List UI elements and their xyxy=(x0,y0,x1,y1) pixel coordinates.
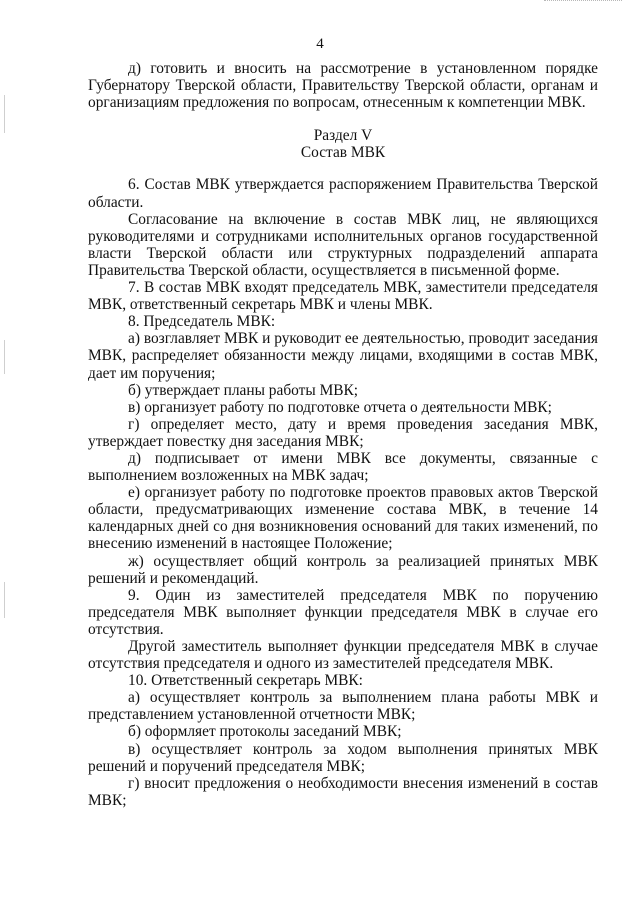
paragraph-6-approval: Согласование на включение в состав МВК лиц, не являющихся руководителями и сотрудниками исполнительных органов государственной власти Тверской области или структурных подразделений аппарата Правительства Тверской области, осуществляется в письменной форме. xyxy=(88,210,598,279)
paragraph-10-v: в) осуществляет контроль за ходом выполнения принятых МВК решений и поручений председателя МВК; xyxy=(88,740,598,775)
paragraph-d-prepare-proposals: д) готовить и вносить на рассмотрение в установленном порядке Губернатору Тверской области, Правительству Тверской области, органам и организациям предложения по вопросам, отнесенным к компетенции МВК. xyxy=(88,60,598,112)
paragraph-10: 10. Ответственный секретарь МВК: xyxy=(128,672,363,690)
page-number: 4 xyxy=(316,36,324,52)
scan-edge-mark xyxy=(544,0,622,3)
paragraph-8-v: в) организует работу по подготовке отчета о деятельности МВК; xyxy=(128,398,552,416)
paragraph-8-b: б) утверждает планы работы МВК; xyxy=(128,381,359,399)
paragraph-7: 7. В состав МВК входят председатель МВК, заместители председателя МВК, ответственный секретарь МВК и члены МВК. xyxy=(88,279,598,314)
binding-mark-top xyxy=(4,95,5,133)
paragraph-8-g: г) определяет место, дату и время проведения заседания МВК, утверждает повестку дня заседания МВК; xyxy=(88,415,598,450)
paragraph-8-zh: ж) осуществляет общий контроль за реализацией принятых МВК решений и рекомендаций. xyxy=(88,552,598,587)
paragraph-10-b: б) оформляет протоколы заседаний МВК; xyxy=(128,723,402,741)
section-subtitle: Состав МВК xyxy=(300,144,386,162)
paragraph-10-g: г) вносит предложения о необходимости внесения изменений в состав МВК; xyxy=(88,774,598,809)
binding-mark-bottom xyxy=(4,582,5,618)
paragraph-10-a: а) осуществляет контроль за выполнением плана работы МВК и представлением установленной отчетности МВК; xyxy=(88,689,598,724)
paragraph-6: 6. Состав МВК утверждается распоряжением Правительства Тверской области. xyxy=(88,176,598,211)
paragraph-8-d: д) подписывает от имени МВК все документы, связанные с выполнением возложенных на МВК задач; xyxy=(88,449,598,485)
paragraph-8-e: е) организует работу по подготовке проектов правовых актов Тверской области, предусматривающих изменение состава МВК, в течение 14 календарных дней со дня возникновения оснований для таких изменений, по внесению изменений в настоящее Положение; xyxy=(88,484,598,553)
document-body xyxy=(88,60,598,809)
section-title: Раздел V xyxy=(313,127,373,145)
paragraph-8-a: а) возглавляет МВК и руководит ее деятельностью, проводит заседания МВК, распределяет обязанности между лицами, входящими в состав МВК, дает им поручения; xyxy=(88,330,598,382)
paragraph-8: 8. Председатель МВК: xyxy=(128,313,276,331)
paragraph-9: 9. Один из заместителей председателя МВК по поручению председателя МВК выполняет функции председателя МВК в случае его отсутствия. xyxy=(88,586,598,638)
paragraph-9-other-deputy: Другой заместитель выполняет функции председателя МВК в случае отсутствия председателя и одного из заместителей председателя МВК. xyxy=(88,638,598,673)
binding-mark-middle xyxy=(4,340,5,374)
